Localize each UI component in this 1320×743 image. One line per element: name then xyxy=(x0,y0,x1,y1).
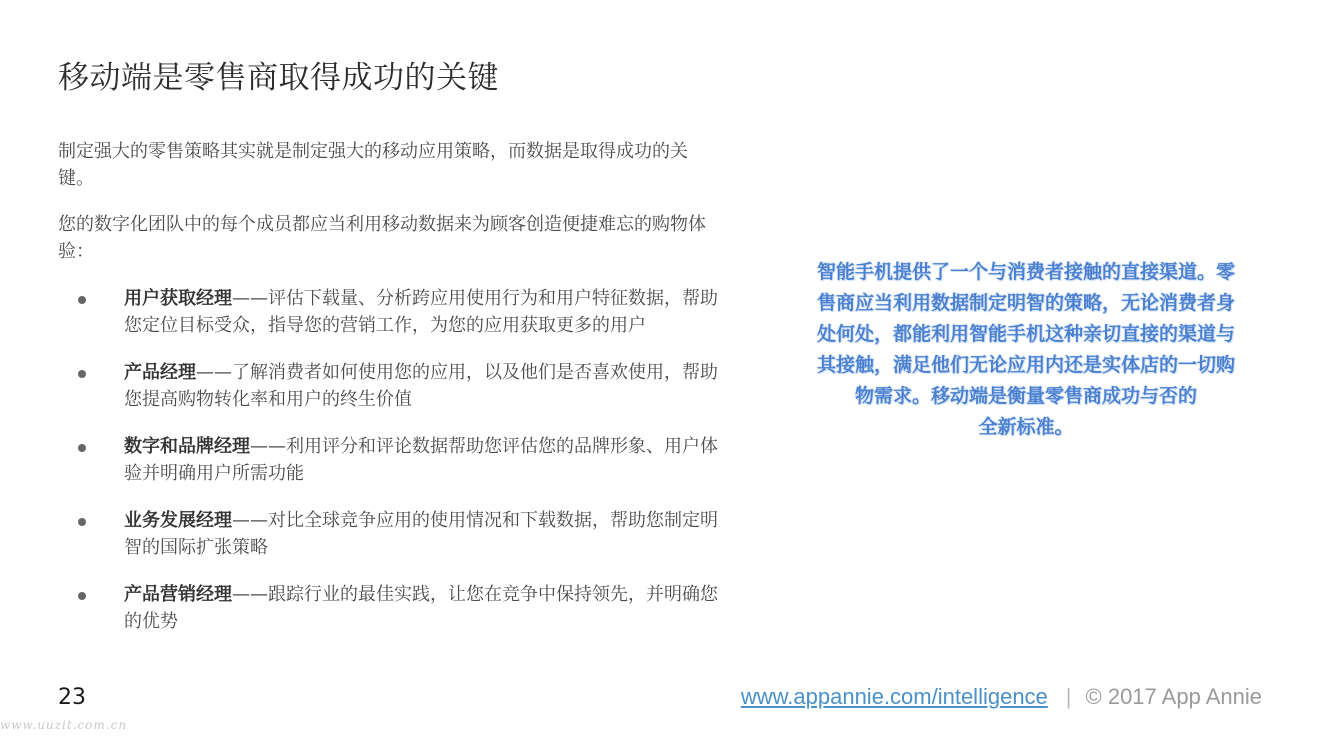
page-title: 移动端是零售商取得成功的关键 xyxy=(58,60,499,96)
intelligence-link[interactable]: www.appannie.com/intelligence xyxy=(740,684,1048,709)
role-name: 数字和品牌经理 xyxy=(124,436,250,457)
list-item xyxy=(78,285,728,339)
bullet-dot-icon xyxy=(78,296,86,304)
callout-line: 其接触，满足他们无论应用内还是实体店的一切购 xyxy=(816,354,1235,376)
bullet-dot-icon xyxy=(78,518,86,526)
role-name: 业务发展经理 xyxy=(124,510,232,531)
list-item xyxy=(78,581,728,635)
role-description: ——了解消费者如何使用您的应用，以及他们是否喜欢使用，帮助您提高购物转化率和用户的终生价值 xyxy=(124,362,718,410)
bullet-dot-icon xyxy=(78,444,86,452)
list-item xyxy=(78,359,728,413)
team-paragraph: 您的数字化团队中的每个成员都应当利用移动数据来为顾客创造便捷难忘的购物体验： xyxy=(58,214,706,262)
list-item xyxy=(78,433,728,487)
callout-line: 物需求。移动端是衡量零售商成功与否的 xyxy=(854,385,1197,407)
callout-quote xyxy=(770,257,1282,443)
role-description: ——对比全球竞争应用的使用情况和下载数据，帮助您制定明智的国际扩张策略 xyxy=(124,510,718,558)
page-number: 23 xyxy=(58,685,86,710)
watermark: www.uuzit.com.cn xyxy=(0,718,128,732)
role-name: 产品营销经理 xyxy=(124,584,232,605)
footer-separator: | xyxy=(1065,684,1072,709)
role-description: ——利用评分和评论数据帮助您评估您的品牌形象、用户体验并明确用户所需功能 xyxy=(124,436,718,484)
bullet-dot-icon xyxy=(78,592,86,600)
footer xyxy=(741,684,1262,710)
copyright: © 2017 App Annie xyxy=(1085,684,1262,709)
role-name: 产品经理 xyxy=(124,362,196,383)
role-description: ——评估下载量、分析跨应用使用行为和用户特征数据，帮助您定位目标受众，指导您的营销工作，为您的应用获取更多的用户 xyxy=(124,288,718,336)
intro-paragraph: 制定强大的零售策略其实就是制定强大的移动应用策略，而数据是取得成功的关键。 xyxy=(58,141,688,189)
role-list xyxy=(78,285,728,655)
role-description: ——跟踪行业的最佳实践，让您在竞争中保持领先，并明确您的优势 xyxy=(124,584,718,632)
role-name: 用户获取经理 xyxy=(124,288,232,309)
callout-line: 售商应当利用数据制定明智的策略，无论消费者身 xyxy=(816,292,1235,314)
list-item xyxy=(78,507,728,561)
callout-line: 全新标准。 xyxy=(978,416,1074,438)
callout-line: 处何处，都能利用智能手机这种亲切直接的渠道与 xyxy=(816,323,1235,345)
callout-line: 智能手机提供了一个与消费者接触的直接渠道。零 xyxy=(816,261,1235,283)
bullet-dot-icon xyxy=(78,370,86,378)
